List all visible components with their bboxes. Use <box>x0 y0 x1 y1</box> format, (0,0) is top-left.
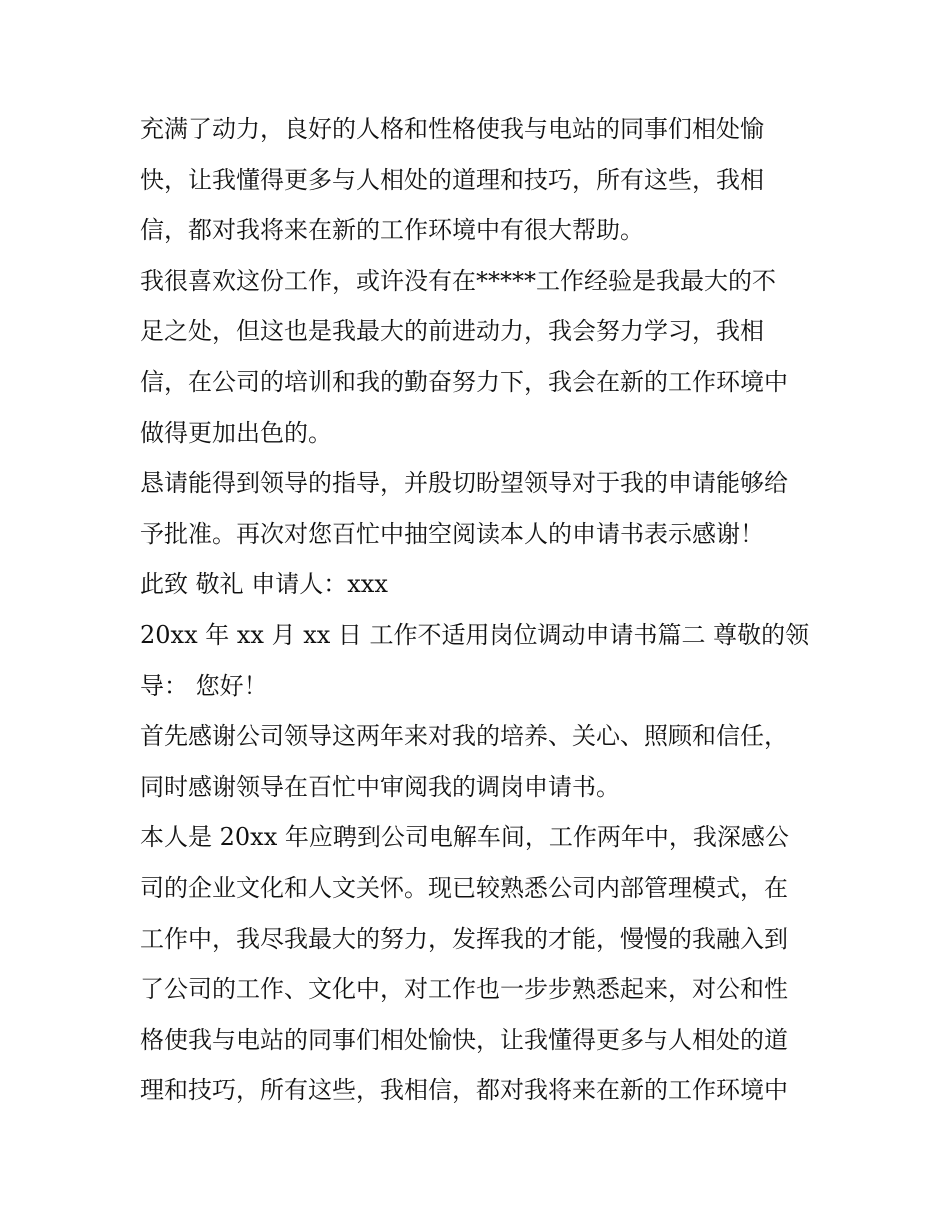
text-line: 充满了动力，良好的人格和性格使我与电站的同事们相处愉 <box>140 115 764 143</box>
text-line: 格使我与电站的同事们相处愉快，让我懂得更多与人相处的道 <box>140 1025 788 1054</box>
text-line: 快，让我懂得更多与人相处的道理和技巧，所有这些，我相 <box>140 165 764 194</box>
text-line: 首先感谢公司领导这两年来对我的培养、关心、照顾和信任， <box>140 722 788 751</box>
text-line: 20xx 年 xx 月 xx 日 工作不适用岗位调动申请书篇二 尊敬的领 <box>140 620 810 649</box>
text-line: 本人是 20xx 年应聘到公司电解车间，工作两年中，我深感公 <box>140 823 789 852</box>
text-line: 信，在公司的培训和我的勤奋努力下，我会在新的工作环境中 <box>140 367 788 396</box>
text-line: 同时感谢领导在百忙中审阅我的调岗申请书。 <box>140 772 620 801</box>
text-line: 予批准。再次对您百忙中抽空阅读本人的申请书表示感谢！ <box>140 519 764 548</box>
document-body <box>140 104 820 1116</box>
text-line: 做得更加出色的。 <box>140 418 332 447</box>
text-line: 信，都对我将来在新的工作环境中有很大帮助。 <box>140 216 644 245</box>
text-line: 我很喜欢这份工作，或许没有在*****工作经验是我最大的不 <box>140 266 776 295</box>
text-line: 理和技巧，所有这些，我相信，都对我将来在新的工作环境中 <box>140 1076 788 1105</box>
text-line: 此致 敬礼 申请人：xxx <box>140 570 388 599</box>
text-line: 足之处，但这也是我最大的前进动力，我会努力学习，我相 <box>140 317 764 346</box>
text-line: 恳请能得到领导的指导，并殷切盼望领导对于我的申请能够给 <box>140 469 788 498</box>
text-line: 了公司的工作、文化中，对工作也一步步熟悉起来，对公和性 <box>140 975 788 1004</box>
text-line: 司的企业文化和人文关怀。现已较熟悉公司内部管理模式，在 <box>140 873 788 902</box>
text-line: 工作中，我尽我最大的努力，发挥我的才能，慢慢的我融入到 <box>140 924 788 953</box>
text-line: 导： 您好！ <box>140 671 268 700</box>
